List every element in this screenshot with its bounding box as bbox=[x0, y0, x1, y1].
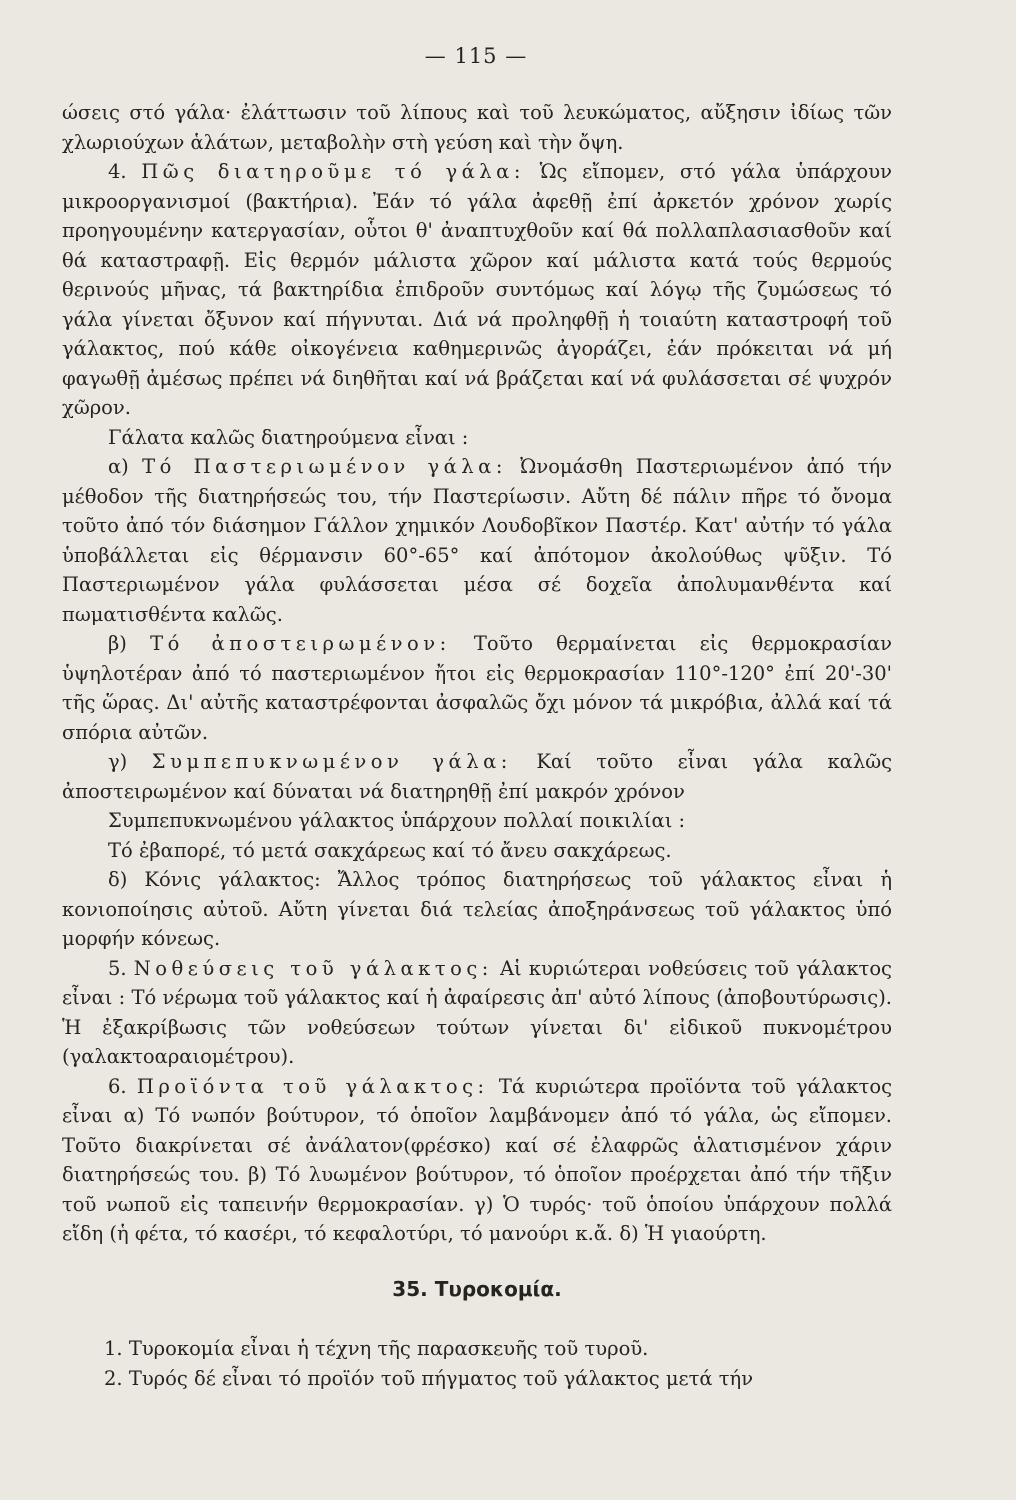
paragraph-continuation bbox=[62, 98, 892, 157]
item-heading: Κόνις γάλακτος: bbox=[144, 868, 321, 891]
section-number: 35. bbox=[392, 1276, 428, 1301]
section-title: Τυροκομία. bbox=[434, 1276, 562, 1301]
paragraph-text: Τοῦτο θερμαίνεται εἰς θερμοκρασίαν ὑψηλοτέραν ἀπό τό παστεριωμένον ἤτοι εἰς θερμοκρασίαν 110°-120° ἐπί 20'-30' τῆς ὥρας. Δι' αὐτῆς καταστρέφονται ἀσφαλῶς ὄχι μόνον τά μικρόβια, ἀλλά καί τά σπόρια αὐτῶν. bbox=[62, 632, 893, 744]
item-text: Τυρός δέ εἶναι τό προϊόν τοῦ πήγματος τοῦ γάλακτος μετά τήν bbox=[128, 1366, 754, 1390]
item-label: γ) bbox=[108, 750, 128, 773]
item-number: 2. bbox=[104, 1366, 123, 1390]
spaced-heading: Προϊόντα τοῦ γάλακτος: bbox=[136, 1074, 489, 1098]
numbered-item bbox=[62, 1364, 892, 1394]
item-number: 4. bbox=[108, 160, 127, 183]
numbered-item bbox=[62, 1334, 892, 1364]
paragraph-text: ώσεις στό γάλα· ἐλάττωσιν τοῦ λίπους καὶ τοῦ λευκώματος, αὔξησιν ἰδίως τῶν χλωριούχων ἁλάτων, μεταβολὴν στὴ γεύση καὶ τὴν ὄψη. bbox=[62, 101, 892, 154]
page-body bbox=[62, 98, 892, 1393]
item-label: δ) bbox=[108, 868, 128, 891]
paragraph-milk-products bbox=[62, 1072, 892, 1249]
item-text: Τυροκομία εἶναι ἡ τέχνη τῆς παρασκευῆς τοῦ τυροῦ. bbox=[128, 1337, 649, 1360]
paragraph-text: Καί τοῦτο εἶναι γάλα καλῶς ἀποστειρωμένον καί δύναται νά διατηρηθῇ ἐπί μακρόν χρόνον bbox=[62, 750, 893, 803]
page-number: — 115 — bbox=[424, 44, 528, 68]
item-number: 5. bbox=[108, 956, 127, 980]
item-label: α) bbox=[108, 455, 129, 478]
paragraph-adulterations bbox=[62, 954, 892, 1072]
paragraph-milk-powder bbox=[62, 865, 892, 954]
paragraph-text: Γάλατα καλῶς διατηρούμενα εἶναι : bbox=[108, 425, 469, 449]
paragraph-condensed-varieties bbox=[62, 806, 892, 836]
paragraph-condensed bbox=[62, 747, 892, 806]
paragraph-milk-types-intro bbox=[62, 423, 892, 453]
paragraph-text: Ὠνομάσθη Παστεριωμένον ἀπό τήν μέθοδον τῆς διατηρήσεώς του, τήν Παστερίωσιν. Αὔτη δέ πάλιν πῆρε τό ὄνομα τοῦτο ἀπό τόν διάσημον Γάλλον χημικόν Λουδοβῖκον Παστέρ. Κατ' αὐτήν τό γάλα ὑποβάλλεται εἰς θέρμανσιν 60°-65° καί ἀπότομον ἀκολούθως ψῦξιν. Τό Παστεριωμένον γάλα φυλάσσεται μέσα σέ δοχεῖα ἀπολυμανθέντα καί πωματισθέντα καλῶς. bbox=[62, 455, 892, 626]
spaced-heading: Τό Παστεριωμένον γάλα: bbox=[142, 455, 507, 478]
paragraph-text: Αἱ κυριώτεραι νοθεύσεις τοῦ γάλακτος εἶναι : Τό νέρωμα τοῦ γάλακτος καί ἡ ἀφαίρεσις ἀπ' αὐτό λίπους (ἀποβουτύρωσις). Ἡ ἐξακρίβωσις τῶν νοθεύσεων τούτων γίνεται δι' εἰδικοῦ πυκνομέτρου (γαλακτοαραιομέτρου). bbox=[62, 956, 892, 1068]
item-number: 6. bbox=[108, 1074, 127, 1098]
spaced-heading: Συμπεπυκνωμένον γάλα: bbox=[151, 750, 512, 773]
paragraph-text: Τό ἐβαπορέ, τό μετά σακχάρεως καί τό ἄνευ σακχάρεως. bbox=[108, 838, 672, 862]
paragraph-text: Τά κυριώτερα προϊόντα τοῦ γάλακτος εἶναι α) Τό νωπόν βούτυρον, τό ὁποῖον λαμβάνομεν ἀπό τό γάλα, ὡς εἴπομεν. Τοῦτο διακρίνεται σέ ἀνάλατον(φρέσκο) καί σέ ἐλαφρῶς ἁλατισμένον χάριν διατηρήσεώς του. β) Τό λυωμένον βούτυρον, τό ὁποῖον προέρχεται ἀπό τήν τῆξιν τοῦ νωποῦ εἰς ταπεινήν θερμοκρασίαν. γ) Ὁ τυρός· τοῦ ὁποίου ὑπάρχουν πολλά εἴδη (ἡ φέτα, τό κασέρι, τό κεφαλοτύρι, τό μανούρι κ.ἄ. δ) Ἡ γιαούρτη. bbox=[62, 1074, 892, 1245]
item-number: 1. bbox=[104, 1337, 123, 1360]
paragraph-text: Ἄλλος τρόπος διατηρήσεως τοῦ γάλακτος εἶναι ἡ κονιοποίησις αὐτοῦ. Αὔτη γίνεται διά τελείας ἀποξηράνσεως τοῦ γάλακτος ὑπό μορφήν κόνεως. bbox=[62, 868, 893, 950]
paragraph-sterilized bbox=[62, 629, 892, 747]
section-heading bbox=[62, 1275, 892, 1305]
paragraph-pasteurized bbox=[62, 452, 892, 629]
item-label: β) bbox=[108, 632, 127, 655]
paragraph-text: Συμπεπυκνωμένου γάλακτος ὑπάρχουν πολλαί ποικιλίαι : bbox=[108, 809, 686, 832]
paragraph-preservation bbox=[62, 157, 892, 423]
paragraph-condensed-kinds bbox=[62, 836, 892, 866]
spaced-heading: Πῶς διατηροῦμε τό γάλα: bbox=[141, 160, 525, 183]
paragraph-text: Ὡς εἴπομεν, στό γάλα ὑπάρχουν μικροοργανισμοί (βακτήρια). Ἐάν τό γάλα ἀφεθῇ ἐπί ἀρκετόν χρόνον χωρίς προηγουμένην κατεργασίαν, οὗτοι θ' ἀναπτυχθοῦν καί θά πολλαπλασιασθοῦν καί θά καταστραφῇ. Εἰς θερμόν μάλιστα χῶρον καί μάλιστα κατά τούς θερμούς θερινούς μῆνας, τά βακτηρίδια ἐπιδροῦν συντόμως καί λόγῳ τῆς ζυμώσεως τό γάλα γίνεται ὄξυνον καί πήγνυται. Διά νά προληφθῇ ἡ τοιαύτη καταστροφή τοῦ γάλακτος, πού κάθε οἰκογένεια καθημερινῶς ἀγοράζει, ἐάν πρόκειται νά μή φαγωθῇ ἀμέσως πρέπει νά διηθῆται καί νά βράζεται καί νά φυλάσσεται σέ ψυχρόν χῶρον. bbox=[62, 160, 893, 419]
spaced-heading: Τό ἀποστειρωμένον: bbox=[150, 632, 451, 655]
spaced-heading: Νοθεύσεις τοῦ γάλακτος: bbox=[133, 956, 493, 980]
